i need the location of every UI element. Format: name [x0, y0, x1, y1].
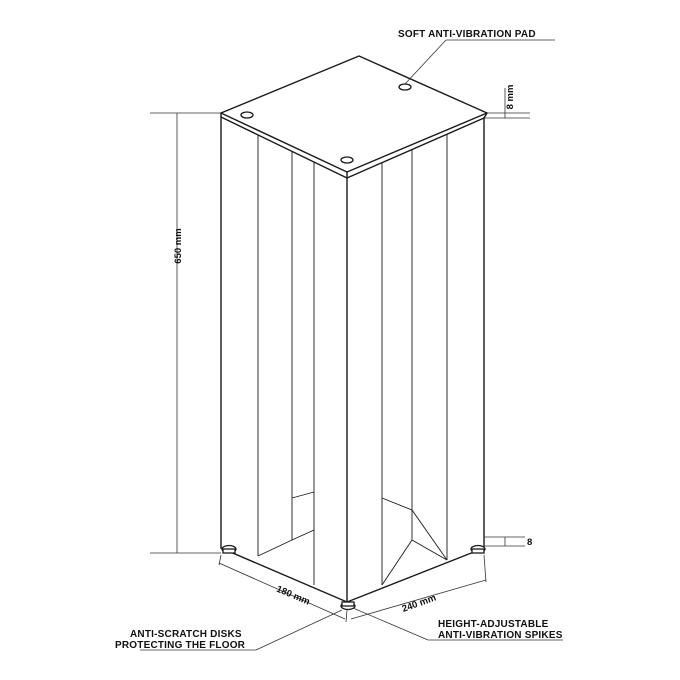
height-dimension	[150, 113, 221, 553]
top-thickness-dimension	[484, 85, 530, 118]
pad-front	[341, 157, 353, 163]
pad-left	[241, 112, 253, 118]
disks-label-line2: PROTECTING THE FLOOR	[115, 640, 246, 651]
spikes-label-line1: HEIGHT-ADJUSTABLE	[438, 619, 549, 630]
pad-callout	[398, 29, 555, 84]
pad-label: SOFT ANTI-VIBRATION PAD	[398, 29, 536, 40]
disks-label-line1: ANTI-SCRATCH DISKS	[130, 629, 242, 640]
left-face	[221, 117, 347, 602]
pad-back	[399, 84, 411, 90]
disks-callout	[115, 610, 342, 651]
top-thickness-label: 8 mm	[505, 84, 516, 110]
spikes-label-line2: ANTI-VIBRATION SPIKES	[438, 630, 563, 641]
depth-label: 180 mm	[274, 583, 312, 608]
width-label: 240 mm	[400, 592, 438, 615]
height-label: 650 mm	[173, 228, 184, 264]
bottom-thickness-label: 8	[527, 537, 533, 548]
spikes-callout	[353, 608, 563, 641]
right-face	[347, 118, 484, 602]
bottom-thickness-dimension	[484, 537, 532, 548]
stand-body	[221, 117, 484, 602]
